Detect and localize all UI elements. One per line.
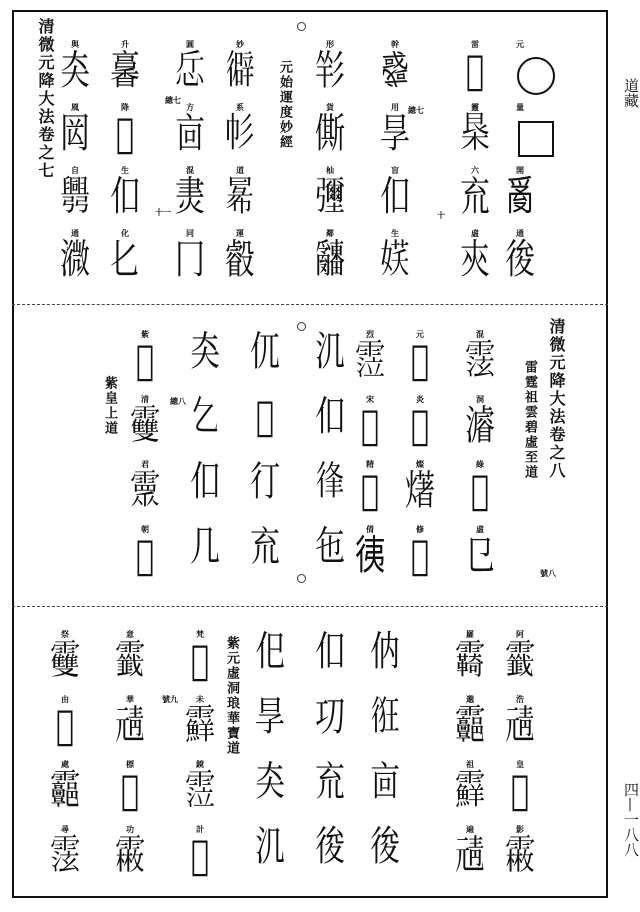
seal-character-cell [245,523,285,571]
seal-character-cell [220,39,260,95]
seal-character-cell [375,39,415,95]
seal-character-cell [400,524,440,580]
seal-character-cell [500,629,540,685]
talisman-glyph: 𤀹 [465,402,495,450]
character-gloss: 靈 [471,102,479,112]
seal-character-cell [180,824,220,880]
character-gloss: 升 [121,39,129,49]
section-note: 十 [437,210,445,220]
seal-character-cell [400,394,440,450]
talisman-glyph: 𢑛 [470,467,489,515]
seal-character-cell [500,228,540,284]
character-gloss: 未 [196,694,204,704]
character-gloss: 影 [516,824,524,834]
talisman-glyph: 㐰 [315,628,345,676]
talisman-glyph: 㐬 [250,523,280,571]
seal-character-cell [180,759,220,815]
talisman-glyph: 𩄰 [510,767,529,815]
talisman-glyph: 𩄓 [55,702,74,750]
seal-character-cell [460,329,500,385]
seal-character-cell [375,165,415,221]
seal-character-cell [310,758,350,806]
talisman-glyph: 𤔔 [505,173,535,221]
seal-character-cell [125,394,165,450]
talisman-glyph: 㚐 [255,758,285,806]
seal-character-cell [400,329,440,385]
talisman-glyph: 𩅤 [505,832,535,880]
talisman-glyph: 㓛 [315,693,345,741]
binding-hole [297,574,306,583]
character-gloss: 生 [391,228,399,238]
section-title: 紫皇上道 [102,376,117,436]
margin-title: 道藏 [622,78,640,108]
character-gloss: 混 [476,329,484,339]
character-gloss: 鏡 [196,759,204,769]
seal-character-cell [310,102,350,158]
character-gloss: 標 [126,759,134,769]
talisman-glyph: 几 [190,523,220,571]
seal-character-cell [250,693,290,741]
talisman-glyph: 𩇖 [505,702,535,750]
character-gloss: 遍 [466,824,474,834]
talisman-glyph: 㐬 [460,173,490,221]
seal-character-cell [500,165,540,221]
talisman-glyph: 𤐘 [410,532,429,580]
character-gloss: 祭 [61,629,69,639]
character-gloss: 功 [126,824,134,834]
seal-character-cell [450,759,490,815]
seal-character-cell [125,329,165,385]
character-gloss: 炎 [416,394,424,404]
seal-character-cell [220,228,260,284]
talisman-glyph: 𠃉 [190,393,220,441]
character-gloss: 君 [141,459,149,469]
talisman-glyph: 𢓭 [505,236,535,284]
character-gloss: 道 [236,165,244,175]
seal-character-cell [460,459,500,515]
seal-character-cell [110,629,150,685]
character-gloss: 系 [236,102,244,112]
talisman-glyph: 𢓡 [355,532,385,580]
talisman-glyph: 㫗 [255,693,285,741]
character-gloss: 洞 [476,394,484,404]
talisman-glyph: 𢑃 [315,173,345,221]
seal-character-cell [105,102,145,158]
binding-hole [297,22,306,31]
talisman-glyph: 𩅉 [130,467,160,515]
seal-character-cell [45,759,85,815]
character-gloss: 尋 [61,824,69,834]
seal-character-cell [460,394,500,450]
talisman-glyph: 𠤎 [110,236,140,284]
character-gloss: 化 [121,228,129,238]
seal-character-cell [400,459,440,515]
talisman-glyph: 𩇖 [115,702,145,750]
talisman-glyph: 𩄒 [135,337,154,385]
talisman-glyph: 㲹 [255,823,285,871]
panel-divider [12,606,608,607]
character-gloss: 紫 [141,329,149,339]
talisman-glyph: 㐭 [370,758,400,806]
talisman-glyph: 𩇑 [455,702,485,750]
talisman-glyph: 𩆪 [135,532,154,580]
talisman-glyph: 𢓭 [315,823,345,871]
section-title: 雷霆祖雲碧虛至道 [522,360,537,480]
seal-character-cell [310,823,350,871]
talisman-glyph: 𩆷 [505,637,535,685]
seal-character-cell [55,165,95,221]
seal-character-cell [180,694,220,750]
talisman-glyph: 㚐 [60,47,90,95]
section-title: 元始運度妙經 [277,60,292,150]
character-gloss: 朝 [141,524,149,534]
talisman-glyph: 𩇐 [190,637,209,685]
talisman-glyph: 㒋 [315,110,345,158]
character-gloss: 通 [71,228,79,238]
talisman-glyph: 㒺 [60,110,90,158]
talisman-glyph: 㲹 [315,328,345,376]
character-gloss: 雷 [471,39,479,49]
talisman-glyph: 㣔 [250,458,280,506]
character-gloss: 與 [71,39,79,49]
talisman-glyph: 㐳 [250,328,280,376]
seal-character-cell [310,165,350,221]
seal-character-cell [310,328,350,376]
character-gloss: 虛 [471,228,479,238]
seal-character-cell [245,458,285,506]
seal-character-cell [500,103,540,120]
talisman-glyph: 㐯 [110,47,140,95]
talisman-glyph: 𢕾 [225,47,255,95]
character-gloss: 同 [186,228,194,238]
character-gloss: 羅 [466,629,474,639]
character-gloss: 祖 [466,759,474,769]
seal-character-cell [45,694,85,750]
character-gloss: 阿 [516,629,524,639]
character-gloss: 皇 [516,759,524,769]
talisman-glyph: 𢑅 [60,173,90,221]
character-gloss: 圓 [186,39,194,49]
character-gloss: 華 [126,694,134,704]
talisman-glyph: 㲊 [225,236,255,284]
talisman-glyph: 𤕌 [315,236,345,284]
seal-character-cell [365,628,405,676]
seal-character-cell [170,228,210,284]
seal-character-cell [245,328,285,376]
talisman-glyph: 𢗻 [465,47,484,95]
character-gloss: 幹 [391,39,399,49]
talisman-glyph: 𩆪 [120,767,139,815]
talisman-glyph: 𩅤 [115,832,145,880]
talisman-glyph: 㚐 [190,328,220,376]
character-gloss: 杣 [326,165,334,175]
talisman-glyph: 𢒑 [315,47,345,95]
seal-character-cell [110,824,150,880]
seal-character-cell [220,102,260,158]
seal-character-cell [310,693,350,741]
seal-character-cell [180,629,220,685]
character-gloss: 六 [471,165,479,175]
section-note: 號九 [162,694,178,704]
section-note: 總八 [170,396,186,406]
seal-character-cell [350,329,390,385]
seal-character-cell [365,758,405,806]
seal-character-cell [500,40,540,57]
character-gloss: 由 [61,694,69,704]
character-gloss: 方 [186,102,194,112]
talisman-glyph: 𤏸 [405,467,435,515]
character-gloss: 盲 [391,165,399,175]
seal-character-cell [455,165,495,221]
talisman-glyph: 㐬 [315,758,345,806]
seal-character-cell [250,628,290,676]
talisman-glyph: 𢗹 [175,47,205,95]
character-gloss: 元 [516,39,524,49]
section-note: 總七 [408,105,424,115]
character-gloss: 清 [141,394,149,404]
talisman-glyph: 㫗 [380,110,410,158]
seal-character-cell [185,458,225,506]
margin-page-number: 四—一八八 [622,782,640,857]
seal-character-cell [245,393,285,441]
talisman-glyph: 𩆵 [185,702,215,750]
binding-hole [297,322,306,331]
talisman-glyph: 𩆷 [115,637,145,685]
character-gloss: 量 [516,102,524,112]
character-gloss: 計 [196,824,204,834]
seal-character-cell [350,459,390,515]
talisman-glyph: 冂 [175,236,205,284]
character-gloss: 綠 [476,459,484,469]
talisman-glyph: 𩃚 [465,337,495,385]
seal-character-cell [110,694,150,750]
seal-character-cell [105,165,145,221]
seal-character-cell [45,824,85,880]
seal-character-cell [450,824,490,880]
seal-character-cell [450,694,490,750]
talisman-glyph: 㔾 [465,532,495,580]
character-gloss: 生 [121,165,129,175]
talisman-glyph: 㐌 [315,523,345,571]
talisman-glyph: 𢁘 [225,110,255,158]
talisman-glyph: 㐶 [255,628,285,676]
talisman-glyph: 𩃜 [355,337,385,385]
character-gloss: 混 [186,165,194,175]
character-gloss: 處 [61,759,69,769]
seal-character-cell [310,628,350,676]
seal-character-cell [55,228,95,284]
character-gloss: 用 [391,102,399,112]
talisman-glyph: 𩆿 [130,402,160,450]
talisman-glyph: 𩃚 [50,832,80,880]
talisman-glyph: 𤕋 [115,110,134,158]
character-gloss: 妙 [236,39,244,49]
seal-character-cell [170,39,210,95]
character-gloss: 邈 [466,694,474,704]
seal-character-cell [455,39,495,95]
character-gloss: 倩 [366,524,374,534]
section-note: 十一 [155,207,171,217]
talisman-glyph: 𩄓 [360,402,379,450]
seal-character-cell [110,759,150,815]
seal-character-cell [310,39,350,95]
circle-symbol [517,57,555,95]
talisman-glyph: 㐰 [315,393,345,441]
character-gloss: 開 [516,165,524,175]
seal-character-cell [455,228,495,284]
seal-character-cell [375,102,415,158]
talisman-glyph: 𢓱 [315,458,345,506]
seal-character-cell [350,524,390,580]
talisman-glyph: 𣐻 [460,110,490,158]
character-gloss: 烈 [366,329,374,339]
character-gloss: 修 [416,524,424,534]
seal-character-cell [310,523,350,571]
section-title: 紫元虛洞琅華寶道 [224,636,239,756]
seal-character-cell [500,824,540,880]
seal-character-cell [250,823,290,871]
character-gloss: 虛 [476,524,484,534]
seal-character-cell [55,39,95,95]
seal-character-cell [500,694,540,750]
character-gloss: 鄰 [326,228,334,238]
seal-character-cell [185,523,225,571]
talisman-glyph: 𢓭 [370,823,400,871]
seal-character-cell [105,39,145,95]
character-gloss: 運 [236,228,244,238]
character-gloss: 精 [366,459,374,469]
character-gloss: 貨 [326,102,334,112]
section-note: 號八 [540,568,556,578]
seal-character-cell [365,823,405,871]
seal-character-cell [310,458,350,506]
seal-character-cell [450,629,490,685]
panel-divider [12,304,608,305]
chapter-title: 清微元降大法卷之八 [547,318,566,480]
talisman-glyph: 㐰 [190,458,220,506]
section-note: 總七 [165,95,181,105]
seal-character-cell [45,629,85,685]
character-gloss: 形 [326,39,334,49]
seal-character-cell [455,102,495,158]
seal-character-cell [375,228,415,284]
square-symbol [518,121,554,157]
talisman-glyph: 㚒 [460,236,490,284]
character-gloss: 宋 [366,394,374,404]
talisman-glyph: 𩅋 [190,832,209,880]
seal-character-cell [170,165,210,221]
seal-character-cell [250,758,290,806]
seal-character-cell [310,228,350,284]
talisman-glyph: 𡝩 [380,236,410,284]
talisman-glyph: 㵟 [60,236,90,284]
talisman-glyph: 𩆺 [455,637,485,685]
seal-character-cell [125,524,165,580]
seal-character-cell [350,394,390,450]
seal-character-cell [365,693,405,741]
character-gloss: 風 [71,102,79,112]
character-gloss: 元 [416,329,424,339]
talisman-glyph: 𢨋 [380,47,410,95]
talisman-glyph: 𩆡 [410,337,429,385]
seal-character-cell [310,393,350,441]
character-gloss: 意 [126,629,134,639]
talisman-glyph: 𢑢 [225,173,255,221]
character-gloss: 自 [71,165,79,175]
talisman-glyph: 𩃜 [185,767,215,815]
seal-character-cell [170,102,210,158]
talisman-glyph: 㶳 [175,173,205,221]
character-gloss: 浩 [516,694,524,704]
seal-character-cell [220,165,260,221]
seal-character-cell [55,102,95,158]
talisman-glyph: 𩆵 [455,767,485,815]
seal-character-cell [460,524,500,580]
talisman-glyph: 𩇖 [455,832,485,880]
seal-character-cell [125,459,165,515]
seal-character-cell [185,393,225,441]
talisman-glyph: 𩄰 [360,467,379,515]
talisman-glyph: 㐭 [175,110,205,158]
talisman-glyph: 𩇑 [50,767,80,815]
seal-character-cell [185,328,225,376]
chapter-title: 清微元降大法卷之七 [36,18,55,180]
character-gloss: 梵 [196,629,204,639]
seal-character-cell [500,759,540,815]
talisman-glyph: 𢓨 [255,393,274,441]
talisman-glyph: 𩆦 [410,402,429,450]
character-gloss: 通 [516,228,524,238]
character-gloss: 燦 [416,459,424,469]
talisman-glyph: 㐰 [110,173,140,221]
talisman-glyph: 𢓯 [370,693,400,741]
seal-character-cell [105,228,145,284]
talisman-glyph: 㐰 [380,173,410,221]
talisman-glyph: 𩆿 [50,637,80,685]
character-gloss: 降 [121,102,129,112]
talisman-glyph: 㐻 [370,628,400,676]
